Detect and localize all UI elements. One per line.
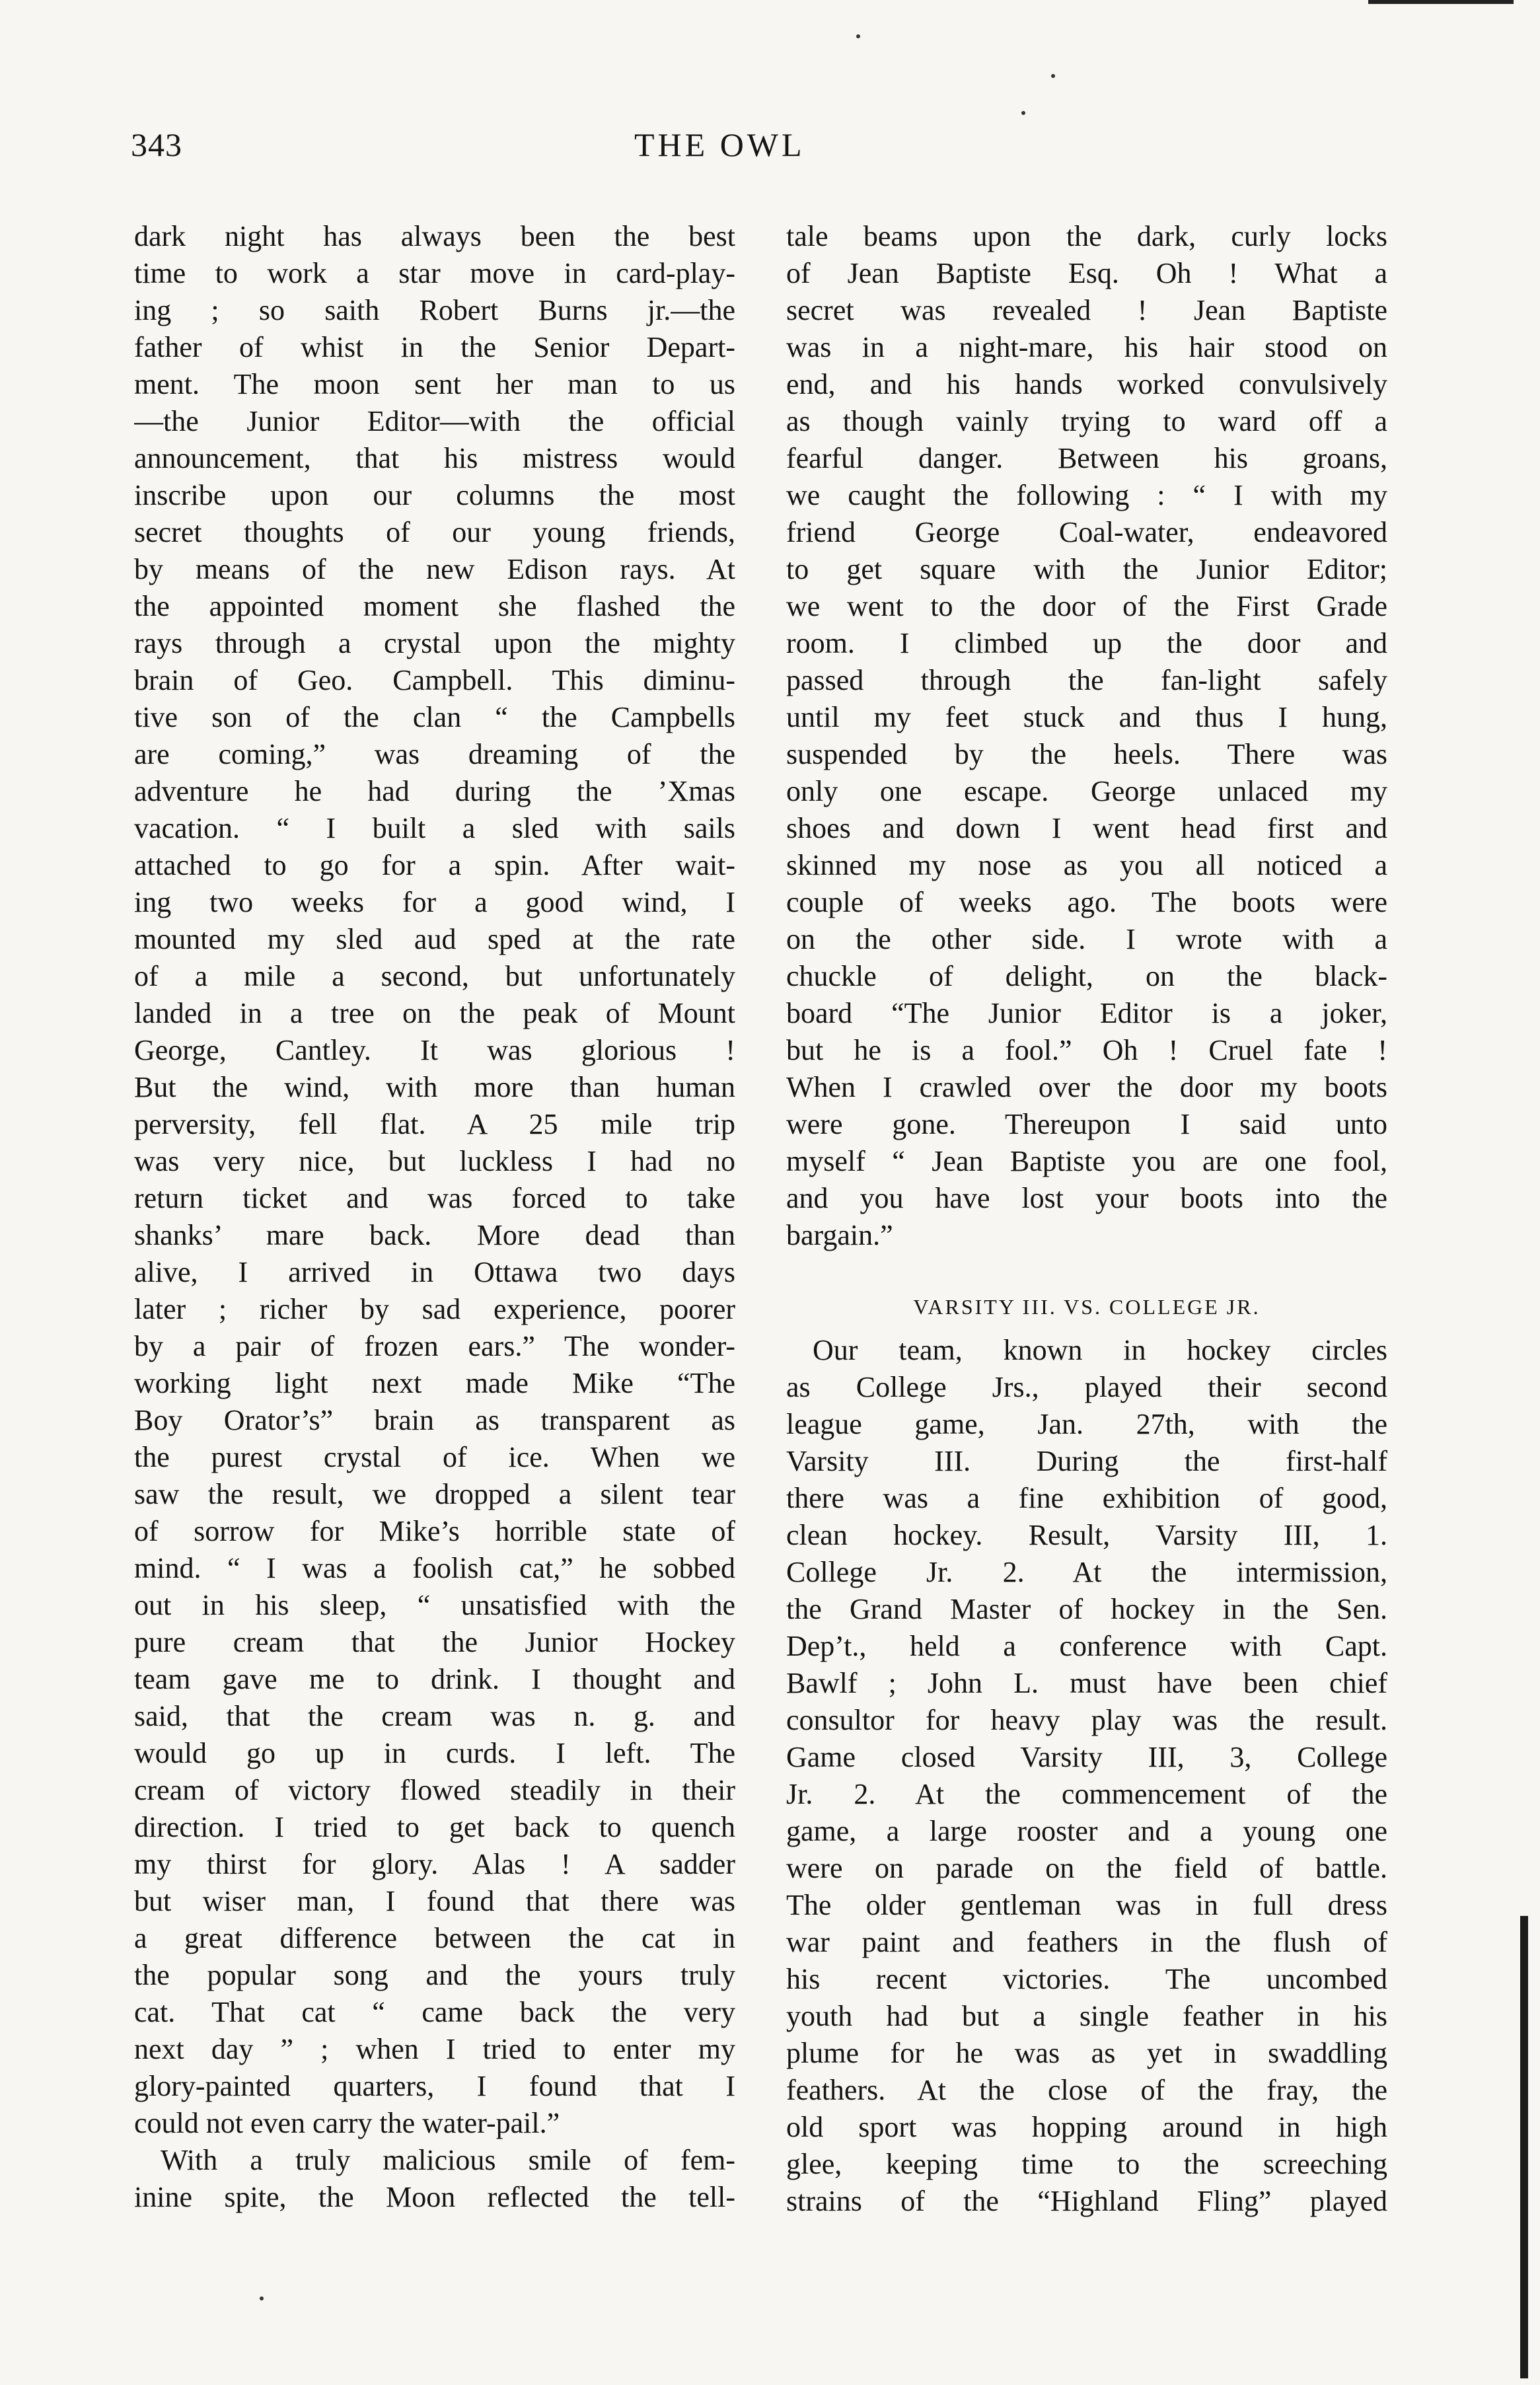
- text-line: were gone. Thereupon I said unto: [786, 1108, 1387, 1140]
- text-line: ing ; so saith Robert Burns jr.—the: [134, 294, 735, 326]
- text-line: team gave me to drink. I thought and: [134, 1663, 735, 1695]
- text-line: secret was revealed ! Jean Baptiste: [786, 294, 1387, 326]
- text-line: passed through the fan-light safely: [786, 664, 1387, 696]
- text-line: Game closed Varsity III, 3, College: [786, 1741, 1387, 1773]
- text-line: alive, I arrived in Ottawa two days: [134, 1256, 735, 1288]
- text-line: inine spite, the Moon reflected the tell-: [134, 2181, 735, 2213]
- text-line: shanks’ mare back. More dead than: [134, 1219, 735, 1251]
- text-line: but he is a fool.” Oh ! Cruel fate !: [786, 1034, 1387, 1066]
- text-line: glory-painted quarters, I found that I: [134, 2070, 735, 2102]
- text-line: mounted my sled aud sped at the rate: [134, 923, 735, 955]
- text-line: of a mile a second, but unfortunately: [134, 960, 735, 992]
- text-line: mind. “ I was a foolish cat,” he sobbed: [134, 1552, 735, 1584]
- scan-speck: [260, 2296, 264, 2300]
- text-line: youth had but a single feather in his: [786, 2000, 1387, 2032]
- text-line: my thirst for glory. Alas ! A sadder: [134, 1848, 735, 1880]
- left-column: [134, 218, 735, 2216]
- text-line: by means of the new Edison rays. At: [134, 553, 735, 585]
- text-line: the popular song and the yours truly: [134, 1959, 735, 1991]
- text-line: chuckle of delight, on the black-: [786, 960, 1387, 992]
- page-header: [0, 126, 1540, 178]
- text-line: dark night has always been the best: [134, 220, 735, 252]
- text-line: consultor for heavy play was the result.: [786, 1704, 1387, 1736]
- text-line: attached to go for a spin. After wait-: [134, 849, 735, 881]
- text-line: friend George Coal-water, endeavored: [786, 516, 1387, 548]
- scan-edge-mark: [1368, 0, 1514, 4]
- text-line: working light next made Mike “The: [134, 1367, 735, 1399]
- text-line: old sport was hopping around in high: [786, 2111, 1387, 2143]
- text-line: With a truly malicious smile of fem-: [161, 2144, 735, 2176]
- text-line: couple of weeks ago. The boots were: [786, 886, 1387, 918]
- text-line: of sorrow for Mike’s horrible state of: [134, 1515, 735, 1547]
- text-line: out in his sleep, “ unsatisfied with the: [134, 1589, 735, 1621]
- text-line: brain of Geo. Campbell. This diminu-: [134, 664, 735, 696]
- text-line: strains of the “Highland Fling” played: [786, 2185, 1387, 2217]
- text-line: later ; richer by sad experience, poorer: [134, 1293, 735, 1325]
- text-line: father of whist in the Senior Depart-: [134, 331, 735, 363]
- right-column: [786, 218, 1387, 2220]
- text-line: saw the result, we dropped a silent tear: [134, 1478, 735, 1510]
- text-line: plume for he was as yet in swaddling: [786, 2037, 1387, 2069]
- text-line: a great difference between the cat in: [134, 1922, 735, 1954]
- text-line: tale beams upon the dark, curly locks: [786, 220, 1387, 252]
- text-line: Boy Orator’s” brain as transparent as: [134, 1404, 735, 1436]
- text-line: When I crawled over the door my boots: [786, 1071, 1387, 1103]
- text-line: only one escape. George unlaced my: [786, 775, 1387, 807]
- scan-speck: [856, 34, 860, 38]
- text-line: to get square with the Junior Editor;: [786, 553, 1387, 585]
- text-line: by a pair of frozen ears.” The wonder-: [134, 1330, 735, 1362]
- right-column-bottom: [786, 1332, 1387, 2220]
- text-line: The older gentleman was in full dress: [786, 1889, 1387, 1921]
- text-line: landed in a tree on the peak of Mount: [134, 997, 735, 1029]
- text-line: league game, Jan. 27th, with the: [786, 1408, 1387, 1440]
- scan-speck: [1021, 111, 1025, 115]
- text-line: could not even carry the water-pail.”: [134, 2107, 560, 2139]
- text-line: Varsity III. During the first-half: [786, 1445, 1387, 1477]
- text-line: his recent victories. The uncombed: [786, 1963, 1387, 1995]
- text-line: George, Cantley. It was glorious !: [134, 1034, 735, 1066]
- text-line: return ticket and was forced to take: [134, 1182, 735, 1214]
- text-line: suspended by the heels. There was: [786, 738, 1387, 770]
- page-number: 343: [131, 126, 182, 163]
- text-line: College Jr. 2. At the intermission,: [786, 1556, 1387, 1588]
- text-line: end, and his hands worked convulsively: [786, 368, 1387, 400]
- text-line: said, that the cream was n. g. and: [134, 1700, 735, 1732]
- text-line: was in a night-mare, his hair stood on: [786, 331, 1387, 363]
- text-line: fearful danger. Between his groans,: [786, 442, 1387, 474]
- text-line: Bawlf ; John L. must have been chief: [786, 1667, 1387, 1699]
- text-line: announcement, that his mistress would: [134, 442, 735, 474]
- text-line: secret thoughts of our young friends,: [134, 516, 735, 548]
- text-line: as though vainly trying to ward off a: [786, 405, 1387, 437]
- text-line: board “The Junior Editor is a joker,: [786, 997, 1387, 1029]
- text-line: would go up in curds. I left. The: [134, 1737, 735, 1769]
- section-heading: VARSITY III. VS. COLLEGE JR.: [913, 1295, 1261, 1319]
- text-line: direction. I tried to get back to quench: [134, 1811, 735, 1843]
- text-line: tive son of the clan “ the Campbells: [134, 701, 735, 733]
- text-line: we went to the door of the First Grade: [786, 590, 1387, 622]
- text-line: perversity, fell flat. A 25 mile trip: [134, 1108, 735, 1140]
- text-line: were on parade on the field of battle.: [786, 1852, 1387, 1884]
- text-line: we caught the following : “ I with my: [786, 479, 1387, 511]
- text-line: inscribe upon our columns the most: [134, 479, 735, 511]
- text-line: clean hockey. Result, Varsity III, 1.: [786, 1519, 1387, 1551]
- running-head: THE OWL: [634, 126, 805, 163]
- text-line: bargain.”: [786, 1219, 893, 1251]
- text-line: cat. That cat “ came back the very: [134, 1996, 735, 2028]
- text-line: myself “ Jean Baptiste you are one fool,: [786, 1145, 1387, 1177]
- text-line: time to work a star move in card-play-: [134, 257, 735, 289]
- text-line: But the wind, with more than human: [134, 1071, 735, 1103]
- text-line: game, a large rooster and a young one: [786, 1815, 1387, 1847]
- text-line: glee, keeping time to the screeching: [786, 2148, 1387, 2180]
- text-line: pure cream that the Junior Hockey: [134, 1626, 735, 1658]
- text-line: but wiser man, I found that there was: [134, 1885, 735, 1917]
- text-line: are coming,” was dreaming of the: [134, 738, 735, 770]
- right-column-top: [786, 218, 1387, 1254]
- text-line: ing two weeks for a good wind, I: [134, 886, 735, 918]
- text-line: Jr. 2. At the commencement of the: [786, 1778, 1387, 1810]
- text-line: —the Junior Editor—with the official: [134, 405, 735, 437]
- text-line: until my feet stuck and thus I hung,: [786, 701, 1387, 733]
- text-line: of Jean Baptiste Esq. Oh ! What a: [786, 257, 1387, 289]
- text-line: feathers. At the close of the fray, the: [786, 2074, 1387, 2106]
- text-line: room. I climbed up the door and: [786, 627, 1387, 659]
- text-line: vacation. “ I built a sled with sails: [134, 812, 735, 844]
- text-line: the appointed moment she flashed the: [134, 590, 735, 622]
- text-line: next day ” ; when I tried to enter my: [134, 2033, 735, 2065]
- text-line: was very nice, but luckless I had no: [134, 1145, 735, 1177]
- text-line: war paint and feathers in the flush of: [786, 1926, 1387, 1958]
- text-line: the Grand Master of hockey in the Sen.: [786, 1593, 1387, 1625]
- text-line: and you have lost your boots into the: [786, 1182, 1387, 1214]
- text-line: on the other side. I wrote with a: [786, 923, 1387, 955]
- text-line: as College Jrs., played their second: [786, 1371, 1387, 1403]
- text-line: the purest crystal of ice. When we: [134, 1441, 735, 1473]
- scan-speck: [1051, 74, 1055, 78]
- text-line: there was a fine exhibition of good,: [786, 1482, 1387, 1514]
- text-line: ment. The moon sent her man to us: [134, 368, 735, 400]
- text-line: shoes and down I went head first and: [786, 812, 1387, 844]
- text-line: skinned my nose as you all noticed a: [786, 849, 1387, 881]
- text-line: Our team, known in hockey circles: [813, 1334, 1387, 1366]
- text-line: adventure he had during the ’Xmas: [134, 775, 735, 807]
- text-line: cream of victory flowed steadily in their: [134, 1774, 735, 1806]
- scan-edge-mark: [1520, 1916, 1528, 2378]
- text-line: Dep’t., held a conference with Capt.: [786, 1630, 1387, 1662]
- text-line: rays through a crystal upon the mighty: [134, 627, 735, 659]
